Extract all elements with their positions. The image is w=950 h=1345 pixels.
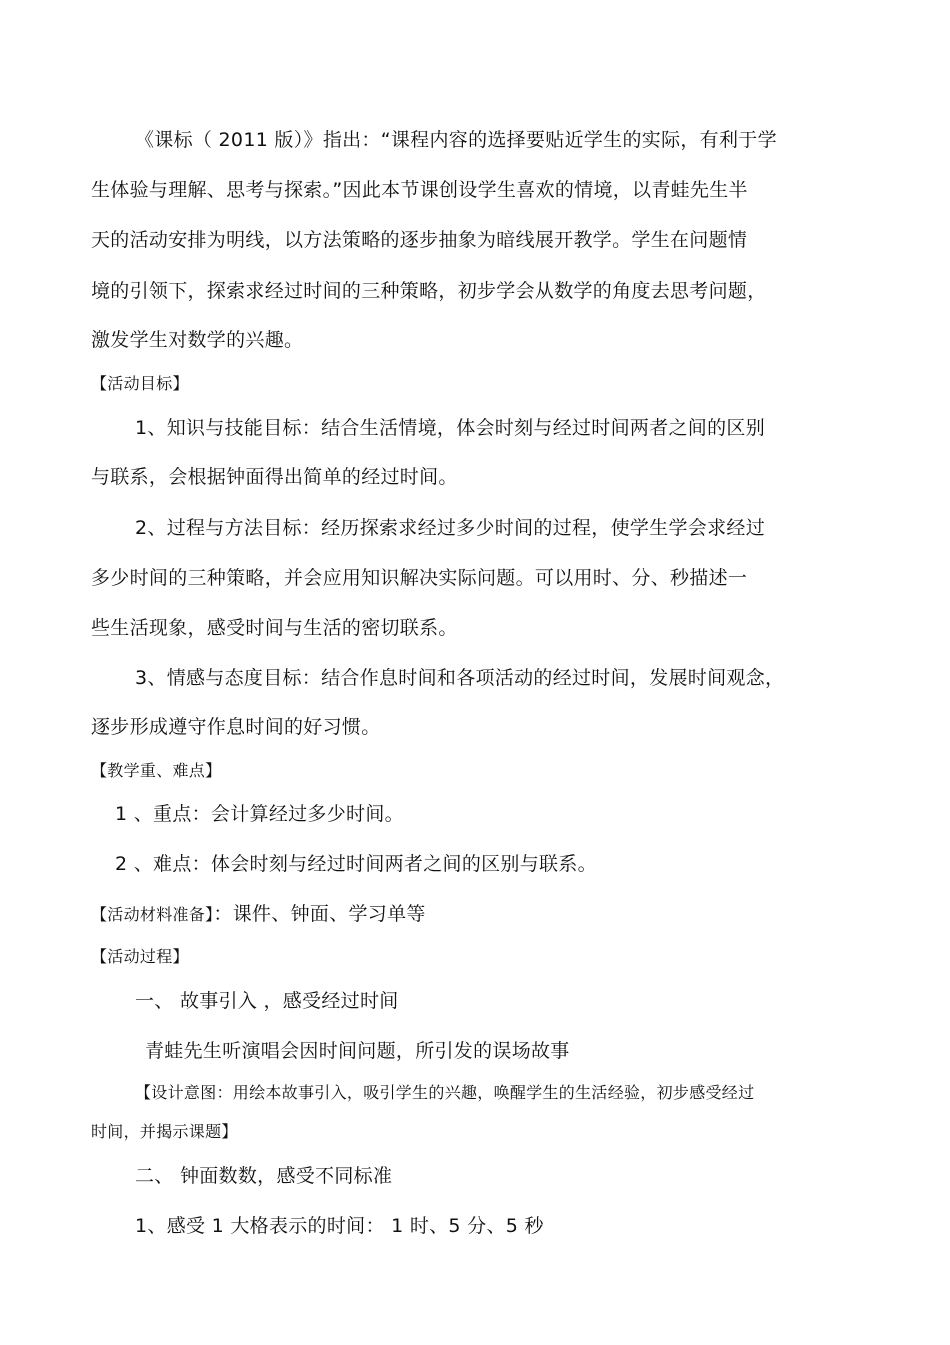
key-point-1: 1 、重点：会计算经过多少时间。 xyxy=(115,803,404,825)
materials-text: ：课件、钟面、学习单等 xyxy=(213,903,426,925)
design-intent-line-1: 【设计意图：用绘本故事引入，吸引学生的兴趣，唤醒学生的生活经验，初步感受经过 xyxy=(135,1083,755,1102)
step-2-title: 二、 钟面数数，感受不同标准 xyxy=(135,1165,393,1187)
process-heading: 【活动过程】 xyxy=(91,947,189,966)
intro-line-3: 天的活动安排为明线，以方法策略的逐步抽象为暗线展开教学。学生在问题情 xyxy=(91,229,748,251)
goal-2-line-2: 多少时间的三种策略，并会应用知识解决实际问题。可以用时、分、秒描述一 xyxy=(91,567,748,589)
step-1-title: 一、 故事引入 ，感受经过时间 xyxy=(135,990,399,1012)
goal-1-line-2: 与联系，会根据钟面得出简单的经过时间。 xyxy=(91,466,458,488)
design-intent-line-2: 时间，并揭示课题】 xyxy=(91,1122,238,1141)
step-2-item-1: 1、感受 1 大格表示的时间： 1 时、5 分、5 秒 xyxy=(135,1215,544,1237)
goal-2-line-1: 2、过程与方法目标：经历探索求经过多少时间的过程，使学生学会求经过 xyxy=(135,517,765,539)
goal-2-line-3: 些生活现象，感受时间与生活的密切联系。 xyxy=(91,617,458,639)
step-1-desc: 青蛙先生听演唱会因时间问题，所引发的误场故事 xyxy=(145,1040,570,1062)
key-point-2: 2 、难点：体会时刻与经过时间两者之间的区别与联系。 xyxy=(115,853,597,875)
intro-line-1: 《课标（ 2011 版）》指出：“课程内容的选择要贴近学生的实际，有利于学 xyxy=(135,129,777,151)
intro-line-4: 境的引领下，探索求经过时间的三种策略，初步学会从数学的角度去思考问题， xyxy=(91,280,767,302)
intro-line-5: 激发学生对数学的兴趣。 xyxy=(91,329,304,351)
goal-3-line-1: 3、情感与态度目标：结合作息时间和各项活动的经过时间，发展时间观念， xyxy=(135,667,785,689)
goal-1-line-1: 1、知识与技能目标：结合生活情境，体会时刻与经过时间两者之间的区别 xyxy=(135,417,765,439)
goals-heading: 【活动目标】 xyxy=(91,374,189,393)
materials-line xyxy=(91,902,426,926)
materials-heading: 【活动材料准备】 xyxy=(91,905,214,924)
intro-line-2: 生体验与理解、思考与探索。”因此本节课创设学生喜欢的情境，以青蛙先生半 xyxy=(91,179,748,201)
key-points-heading: 【教学重、难点】 xyxy=(91,761,222,780)
goal-3-line-2: 逐步形成遵守作息时间的好习惯。 xyxy=(91,716,381,738)
